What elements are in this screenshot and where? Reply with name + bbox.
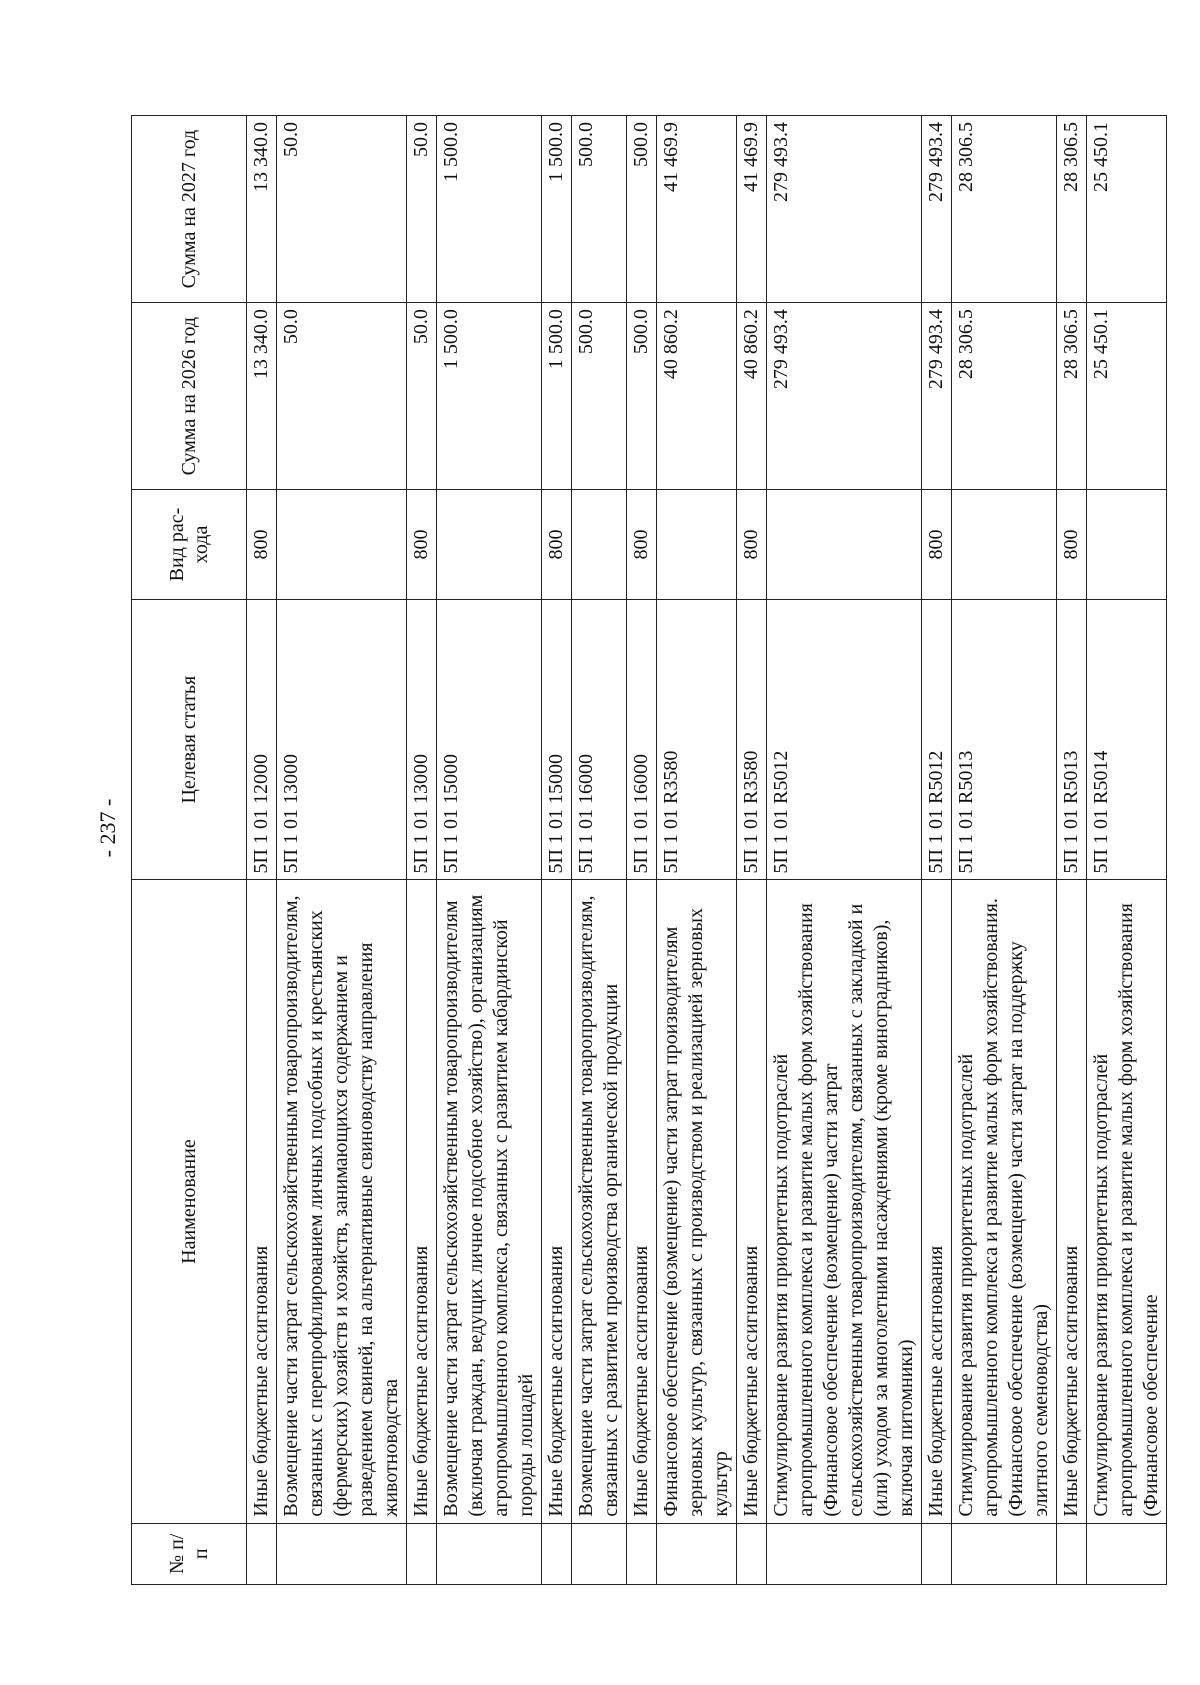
cell-num [767, 1523, 922, 1584]
cell-sum-2027: 279 493.4 [767, 116, 922, 303]
table-row [542, 116, 572, 1585]
cell-sum-2027: 28 306.5 [1057, 116, 1087, 303]
cell-sum-2026: 279 493.4 [767, 303, 922, 490]
table-row [627, 116, 657, 1585]
cell-num [407, 1523, 437, 1584]
cell-name: Возмещение части затрат сельскохозяйственным товаропроизводителям, связанных с развитием производства органической продукции [572, 880, 627, 1523]
table-row [1087, 116, 1167, 1585]
cell-num [572, 1523, 627, 1584]
cell-kind [767, 490, 922, 600]
cell-target: 5П 1 01 R5013 [1057, 599, 1087, 880]
cell-name: Иные бюджетные ассигнования [627, 880, 657, 1523]
header-sum-2026: Сумма на 2026 год [132, 303, 247, 490]
cell-num [1057, 1523, 1087, 1584]
table-row [1057, 116, 1087, 1585]
cell-num [277, 1523, 407, 1584]
cell-sum-2026: 28 306.5 [952, 303, 1057, 490]
cell-sum-2026: 28 306.5 [1057, 303, 1087, 490]
cell-sum-2027: 50.0 [277, 116, 407, 303]
cell-target: 5П 1 01 15000 [437, 599, 542, 880]
cell-sum-2026: 500.0 [627, 303, 657, 490]
cell-kind [572, 490, 627, 600]
cell-sum-2027: 25 450.1 [1087, 116, 1167, 303]
table-row [952, 116, 1057, 1585]
table-row [737, 116, 767, 1585]
cell-target: 5П 1 01 R3580 [657, 599, 737, 880]
table-row [767, 116, 922, 1585]
cell-sum-2026: 40 860.2 [657, 303, 737, 490]
cell-sum-2027: 50.0 [407, 116, 437, 303]
table-row [407, 116, 437, 1585]
cell-name: Иные бюджетные ассигнования [922, 880, 952, 1523]
cell-sum-2027: 500.0 [627, 116, 657, 303]
table-row [922, 116, 952, 1585]
cell-sum-2026: 1 500.0 [542, 303, 572, 490]
cell-num [952, 1523, 1057, 1584]
page-number: - 237 - [95, 798, 120, 858]
cell-sum-2026: 13 340.0 [247, 303, 277, 490]
cell-name: Возмещение части затрат сельскохозяйственным товаропроизводителям, связанных с перепрофилированием личных подсобных и крестьянских (фермерских) хозяйств и хозяйств, занимающихся содержанием и разведением свиней, на альтернативные свиноводству направления животноводства [277, 880, 407, 1523]
cell-num [737, 1523, 767, 1584]
cell-num [247, 1523, 277, 1584]
cell-num [657, 1523, 737, 1584]
cell-sum-2026: 500.0 [572, 303, 627, 490]
cell-sum-2026: 50.0 [277, 303, 407, 490]
cell-target: 5П 1 01 16000 [627, 599, 657, 880]
cell-sum-2027: 41 469.9 [737, 116, 767, 303]
table-body [247, 116, 1167, 1585]
cell-name: Иные бюджетные ассигнования [247, 880, 277, 1523]
cell-kind: 800 [247, 490, 277, 600]
cell-sum-2027: 41 469.9 [657, 116, 737, 303]
cell-name: Иные бюджетные ассигнования [542, 880, 572, 1523]
table-row [277, 116, 407, 1585]
cell-kind: 800 [407, 490, 437, 600]
cell-sum-2026: 1 500.0 [437, 303, 542, 490]
cell-num [1087, 1523, 1167, 1584]
table-row [572, 116, 627, 1585]
cell-kind: 800 [737, 490, 767, 600]
cell-kind: 800 [922, 490, 952, 600]
cell-kind: 800 [542, 490, 572, 600]
cell-name: Стимулирование развития приоритетных подотраслей агропромышленного комплекса и развитие малых форм хозяйствования (Финансовое обеспечение (возмещение) части затрат сельскохозяйственным товаропроизводителям, связанных с закладкой и (или) уходом за многолетними насаждениями (кроме виноградников), включая питомники) [767, 880, 922, 1523]
cell-target: 5П 1 01 R3580 [737, 599, 767, 880]
cell-target: 5П 1 01 12000 [247, 599, 277, 880]
cell-kind [437, 490, 542, 600]
cell-sum-2026: 25 450.1 [1087, 303, 1167, 490]
cell-target: 5П 1 01 R5013 [952, 599, 1057, 880]
cell-num [922, 1523, 952, 1584]
cell-sum-2027: 1 500.0 [437, 116, 542, 303]
header-kind: Вид рас-хода [132, 490, 247, 600]
cell-name: Финансовое обеспечение (возмещение) части затрат производителям зерновых культур, связанных с производством и реализацией зерновых культур [657, 880, 737, 1523]
budget-table [131, 115, 1167, 1585]
cell-kind [657, 490, 737, 600]
cell-sum-2027: 279 493.4 [922, 116, 952, 303]
table-row [657, 116, 737, 1585]
cell-sum-2027: 500.0 [572, 116, 627, 303]
table-row [247, 116, 277, 1585]
budget-table-rotated [131, 115, 1162, 1585]
cell-target: 5П 1 01 R5014 [1087, 599, 1167, 880]
cell-num [437, 1523, 542, 1584]
cell-name: Стимулирование развития приоритетных подотраслей агропромышленного комплекса и развитие малых форм хозяйствования (Финансовое обеспечение [1087, 880, 1167, 1523]
cell-sum-2027: 28 306.5 [952, 116, 1057, 303]
cell-kind: 800 [627, 490, 657, 600]
cell-sum-2026: 279 493.4 [922, 303, 952, 490]
cell-name: Стимулирование развития приоритетных подотраслей агропромышленного комплекса и развитие малых форм хозяйствования. (Финансовое обеспечение (возмещение) части затрат на поддержку элитного семеноводства) [952, 880, 1057, 1523]
cell-kind [952, 490, 1057, 600]
cell-sum-2026: 50.0 [407, 303, 437, 490]
cell-name: Возмещение части затрат сельскохозяйственным товаропроизводителям (включая граждан, ведущих личное подсобное хозяйство), организациям агропромышленного комплекса, связанных с развитием кабардинской породы лошадей [437, 880, 542, 1523]
cell-name: Иные бюджетные ассигнования [1057, 880, 1087, 1523]
cell-num [627, 1523, 657, 1584]
table-row [437, 116, 542, 1585]
cell-target: 5П 1 01 15000 [542, 599, 572, 880]
cell-target: 5П 1 01 13000 [407, 599, 437, 880]
cell-kind: 800 [1057, 490, 1087, 600]
cell-num [542, 1523, 572, 1584]
cell-sum-2027: 13 340.0 [247, 116, 277, 303]
header-target: Целевая статья [132, 599, 247, 880]
header-sum-2027: Сумма на 2027 год [132, 116, 247, 303]
cell-name: Иные бюджетные ассигнования [407, 880, 437, 1523]
header-row [132, 116, 247, 1585]
header-name: Наименование [132, 880, 247, 1523]
cell-target: 5П 1 01 16000 [572, 599, 627, 880]
cell-target: 5П 1 01 13000 [277, 599, 407, 880]
cell-kind [1087, 490, 1167, 600]
cell-sum-2027: 1 500.0 [542, 116, 572, 303]
cell-sum-2026: 40 860.2 [737, 303, 767, 490]
cell-kind [277, 490, 407, 600]
cell-target: 5П 1 01 R5012 [922, 599, 952, 880]
cell-target: 5П 1 01 R5012 [767, 599, 922, 880]
header-num: № п/п [132, 1523, 247, 1584]
cell-name: Иные бюджетные ассигнования [737, 880, 767, 1523]
